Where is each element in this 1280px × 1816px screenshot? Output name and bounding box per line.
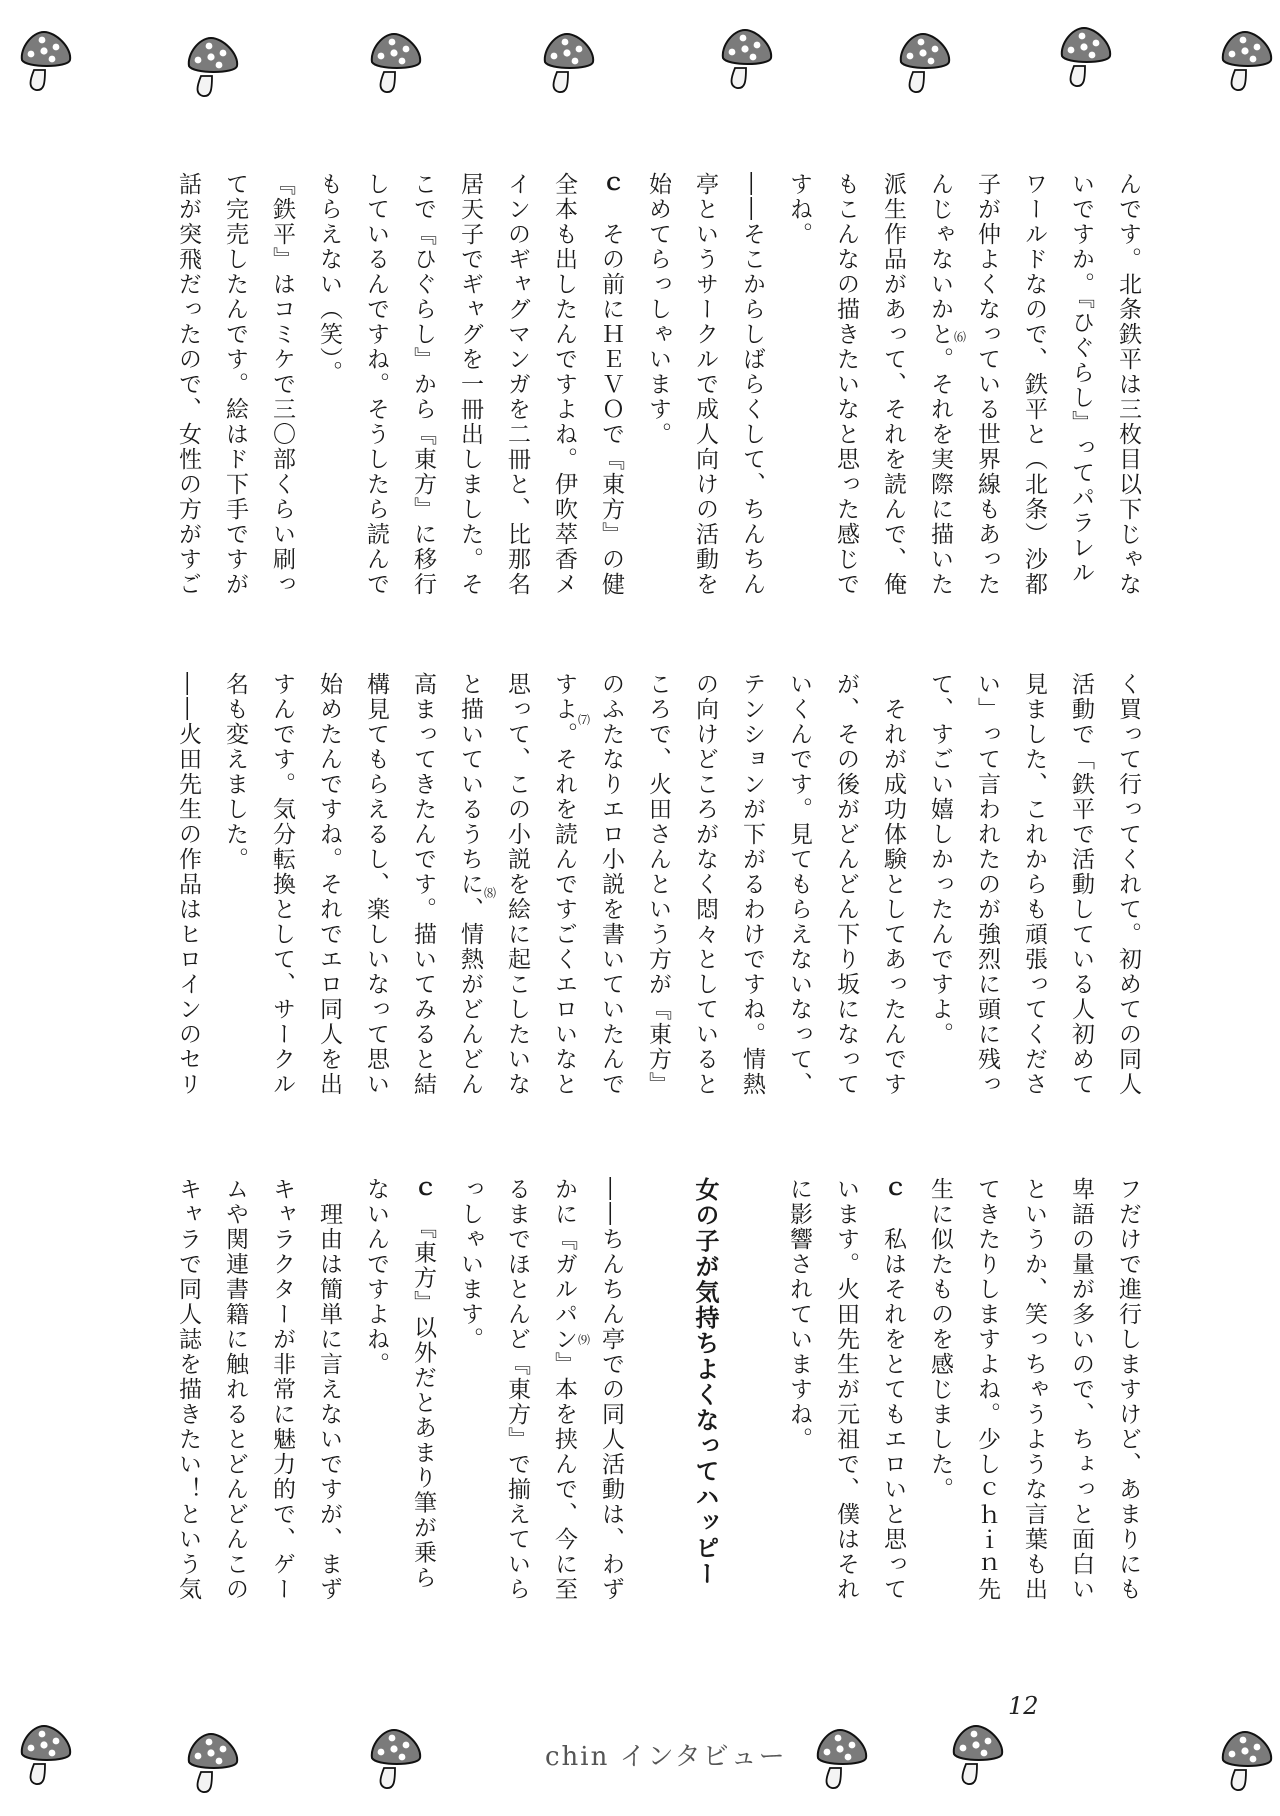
column-text: 理由は簡単に言えないですが、まず [316, 1177, 342, 1602]
text-column [211, 1177, 258, 1607]
mushroom-icon [1058, 24, 1114, 90]
mushroom-icon [814, 1726, 870, 1792]
column-text: 女の子が気持ちよくなってハッピー [691, 1177, 719, 1587]
column-text: キャラで同人誌を描きたい！という気 [175, 1177, 201, 1602]
column-text: かに『ガルパン』本を挟んで、今に至 [551, 1177, 577, 1602]
text-column [1104, 672, 1151, 1102]
column-text: ――ちんちん亭での同人活動は、わず [598, 1177, 624, 1602]
mushroom-icon [18, 28, 74, 94]
text-column [963, 172, 1010, 602]
column-text: 名も変えました。 [222, 672, 248, 872]
text-column [352, 1177, 399, 1607]
mushroom-icon [541, 30, 597, 96]
text-column [493, 172, 540, 602]
column-text: く買って行ってくれて。初めての同人 [1115, 672, 1141, 1097]
page-number: 12 [1008, 1692, 1039, 1720]
text-column [634, 172, 681, 602]
text-column [869, 672, 916, 1102]
column-text: のふたなりエロ小説を書いていたんで [598, 672, 624, 1097]
mushroom-icon [368, 30, 424, 96]
column-text: しているんですね。そうしたら読んで [363, 172, 389, 597]
text-column [164, 1177, 211, 1607]
column-text: ないんですよね。 [363, 1177, 389, 1377]
text-column [399, 672, 446, 1102]
text-tier [164, 172, 1151, 602]
text-column [540, 172, 587, 602]
text-column [352, 672, 399, 1102]
column-text: 思って、この小説を絵に起こしたいな [504, 672, 530, 1097]
text-column [305, 1177, 352, 1607]
column-text: と描いているうちに、情熱がどんどん [457, 672, 483, 1097]
column-text: フだけで進行しますけど、あまりにも [1115, 1177, 1141, 1602]
text-column [258, 672, 305, 1102]
text-column [399, 1177, 446, 1607]
column-text: 私はそれをとてもエロいと思って [880, 1202, 906, 1602]
text-column [963, 672, 1010, 1102]
column-text: すよ。それを読んですごくエロいなと [551, 672, 577, 1097]
column-text: インのギャグマンガを二冊と、比那名 [504, 172, 530, 597]
column-text: 居天子でギャグを一冊出しました。そ [457, 172, 483, 597]
column-text: 『鉄平』はコミケで三〇部くらい刷っ [269, 172, 295, 597]
column-text: というか、笑っちゃうような言葉も出 [1021, 1177, 1047, 1602]
text-column [916, 672, 963, 1102]
text-column [775, 672, 822, 1102]
text-column [1104, 172, 1151, 602]
footnote-marker: ⑼ [578, 1333, 591, 1347]
text-column [869, 1177, 916, 1607]
mushroom-icon [185, 34, 241, 100]
column-text: それが成功体験としてあったんです [880, 672, 906, 1097]
text-column [1057, 172, 1104, 602]
column-text: 高まってきたんです。描いてみると結 [410, 672, 436, 1097]
column-text: るまでほとんど『東方』で揃えていら [504, 1177, 530, 1602]
mushroom-icon [897, 30, 953, 96]
text-column [775, 1177, 822, 1607]
footnote-marker: ⑺ [578, 713, 591, 727]
text-column [963, 1177, 1010, 1607]
text-column [258, 1177, 305, 1607]
text-column [399, 172, 446, 602]
text-column [446, 172, 493, 602]
column-text: ころで、火田さんという方が『東方』 [645, 672, 671, 1097]
text-column [916, 172, 963, 602]
text-tier [164, 672, 1151, 1102]
column-text: に影響されていますね。 [786, 1177, 812, 1452]
column-text: てきたりしますよね。少しｃｈｉｎ先 [974, 1177, 1000, 1602]
text-tier [164, 1177, 1151, 1607]
column-text: その前にＨＥＶＯで『東方』の健 [598, 197, 624, 597]
mushroom-icon [1219, 1728, 1275, 1794]
text-column [822, 672, 869, 1102]
text-column [1010, 672, 1057, 1102]
text-column [305, 172, 352, 602]
column-text: が、その後がどんどん下り坂になって [833, 672, 859, 1097]
column-text: いくんです。見てもらえないなって、 [786, 672, 812, 1097]
column-text: ワールドなので、鉄平と（北条）沙都 [1021, 172, 1047, 597]
text-column [305, 672, 352, 1102]
text-column [1057, 672, 1104, 1102]
column-text: 見ました、これからも頑張ってくださ [1021, 672, 1047, 1097]
column-text: こで『ひぐらし』から『東方』に移行 [410, 172, 436, 597]
column-text: て、すごい嬉しかったんですよ。 [927, 672, 953, 1047]
column-text: 話が突飛だったので、女性の方がすご [175, 172, 201, 597]
text-column [164, 672, 211, 1102]
section-heading [681, 1177, 728, 1607]
text-column [869, 172, 916, 602]
footnote-marker: ⑹ [954, 330, 967, 344]
text-column [352, 172, 399, 602]
column-text: て完売したんです。絵はド下手ですが [222, 172, 248, 597]
footnote-marker: ⑻ [484, 886, 497, 900]
text-column [1057, 1177, 1104, 1607]
text-column [540, 672, 587, 1102]
mushroom-icon [950, 1722, 1006, 1788]
column-text: っしゃいます。 [457, 1177, 483, 1352]
speaker-marker: ｃ [880, 1177, 906, 1202]
column-text: もらえない（笑）。 [316, 172, 342, 386]
column-text: 構見てもらえるし、楽しいなって思い [363, 672, 389, 1097]
column-text: 派生作品があって、それを読んで、俺 [880, 172, 906, 597]
column-text: ――火田先生の作品はヒロインのセリ [175, 672, 201, 1097]
mushroom-icon [18, 1722, 74, 1788]
column-text: もこんなの描きたいなと思った感じで [833, 172, 859, 597]
text-column [1010, 172, 1057, 602]
text-column [1010, 1177, 1057, 1607]
column-text: 生に似たものを感じました。 [927, 1177, 953, 1502]
column-text: ――そこからしばらくして、ちんちん [739, 172, 765, 597]
text-column [775, 172, 822, 602]
column-text: 始めたんですね。それでエロ同人を出 [316, 672, 342, 1097]
text-column [211, 172, 258, 602]
text-column [681, 172, 728, 602]
text-column [634, 672, 681, 1102]
column-text: んじゃないかと。それを実際に描いた [927, 172, 953, 597]
text-column [493, 672, 540, 1102]
column-text: 始めてらっしゃいます。 [645, 172, 671, 447]
speaker-marker: ｃ [598, 172, 624, 197]
text-column [258, 172, 305, 602]
column-text: 子が仲よくなっている世界線もあった [974, 172, 1000, 597]
column-text: 全本も出したんですよね。伊吹萃香メ [551, 172, 577, 597]
column-text: んです。北条鉄平は三枚目以下じゃな [1115, 172, 1141, 597]
text-column [822, 1177, 869, 1607]
mushroom-icon [719, 26, 775, 92]
column-text: 卑語の量が多いので、ちょっと面白い [1068, 1177, 1094, 1602]
mushroom-icon [1219, 28, 1275, 94]
running-footer-title: chin インタビュー [545, 1742, 787, 1772]
text-column [822, 172, 869, 602]
column-text: ムや関連書籍に触れるとどんどんこの [222, 1177, 248, 1602]
text-column [728, 172, 775, 602]
text-column [681, 672, 728, 1102]
text-column [164, 172, 211, 602]
text-column [1104, 1177, 1151, 1607]
column-text: キャラクターが非常に魅力的で、ゲー [269, 1177, 295, 1602]
column-text: 活動で「鉄平で活動している人初めて [1068, 672, 1094, 1097]
text-column [728, 1177, 775, 1607]
text-column [446, 1177, 493, 1607]
text-column [634, 1177, 681, 1607]
column-text: すね。 [786, 172, 812, 247]
text-column [587, 1177, 634, 1607]
column-text: の向けどころがなく悶々としていると [692, 672, 718, 1097]
column-text: 亭というサークルで成人向けの活動を [692, 172, 718, 597]
text-column [728, 672, 775, 1102]
text-column [587, 172, 634, 602]
text-column [493, 1177, 540, 1607]
text-column [540, 1177, 587, 1607]
column-text: いですか。『ひぐらし』ってパラレル [1068, 172, 1094, 586]
text-column [916, 1177, 963, 1607]
column-text: います。火田先生が元祖で、僕はそれ [833, 1177, 859, 1602]
mushroom-icon [185, 1730, 241, 1796]
column-text: い」って言われたのが強烈に頭に残っ [974, 672, 1000, 1097]
text-column [211, 672, 258, 1102]
speaker-marker: ｃ [410, 1177, 436, 1202]
column-text: すんです。気分転換として、サークル [269, 672, 295, 1097]
mushroom-icon [368, 1726, 424, 1792]
text-column [587, 672, 634, 1102]
column-text: テンションが下がるわけですね。情熱 [739, 672, 765, 1097]
column-text: 『東方』以外だとあまり筆が乗ら [410, 1202, 436, 1591]
